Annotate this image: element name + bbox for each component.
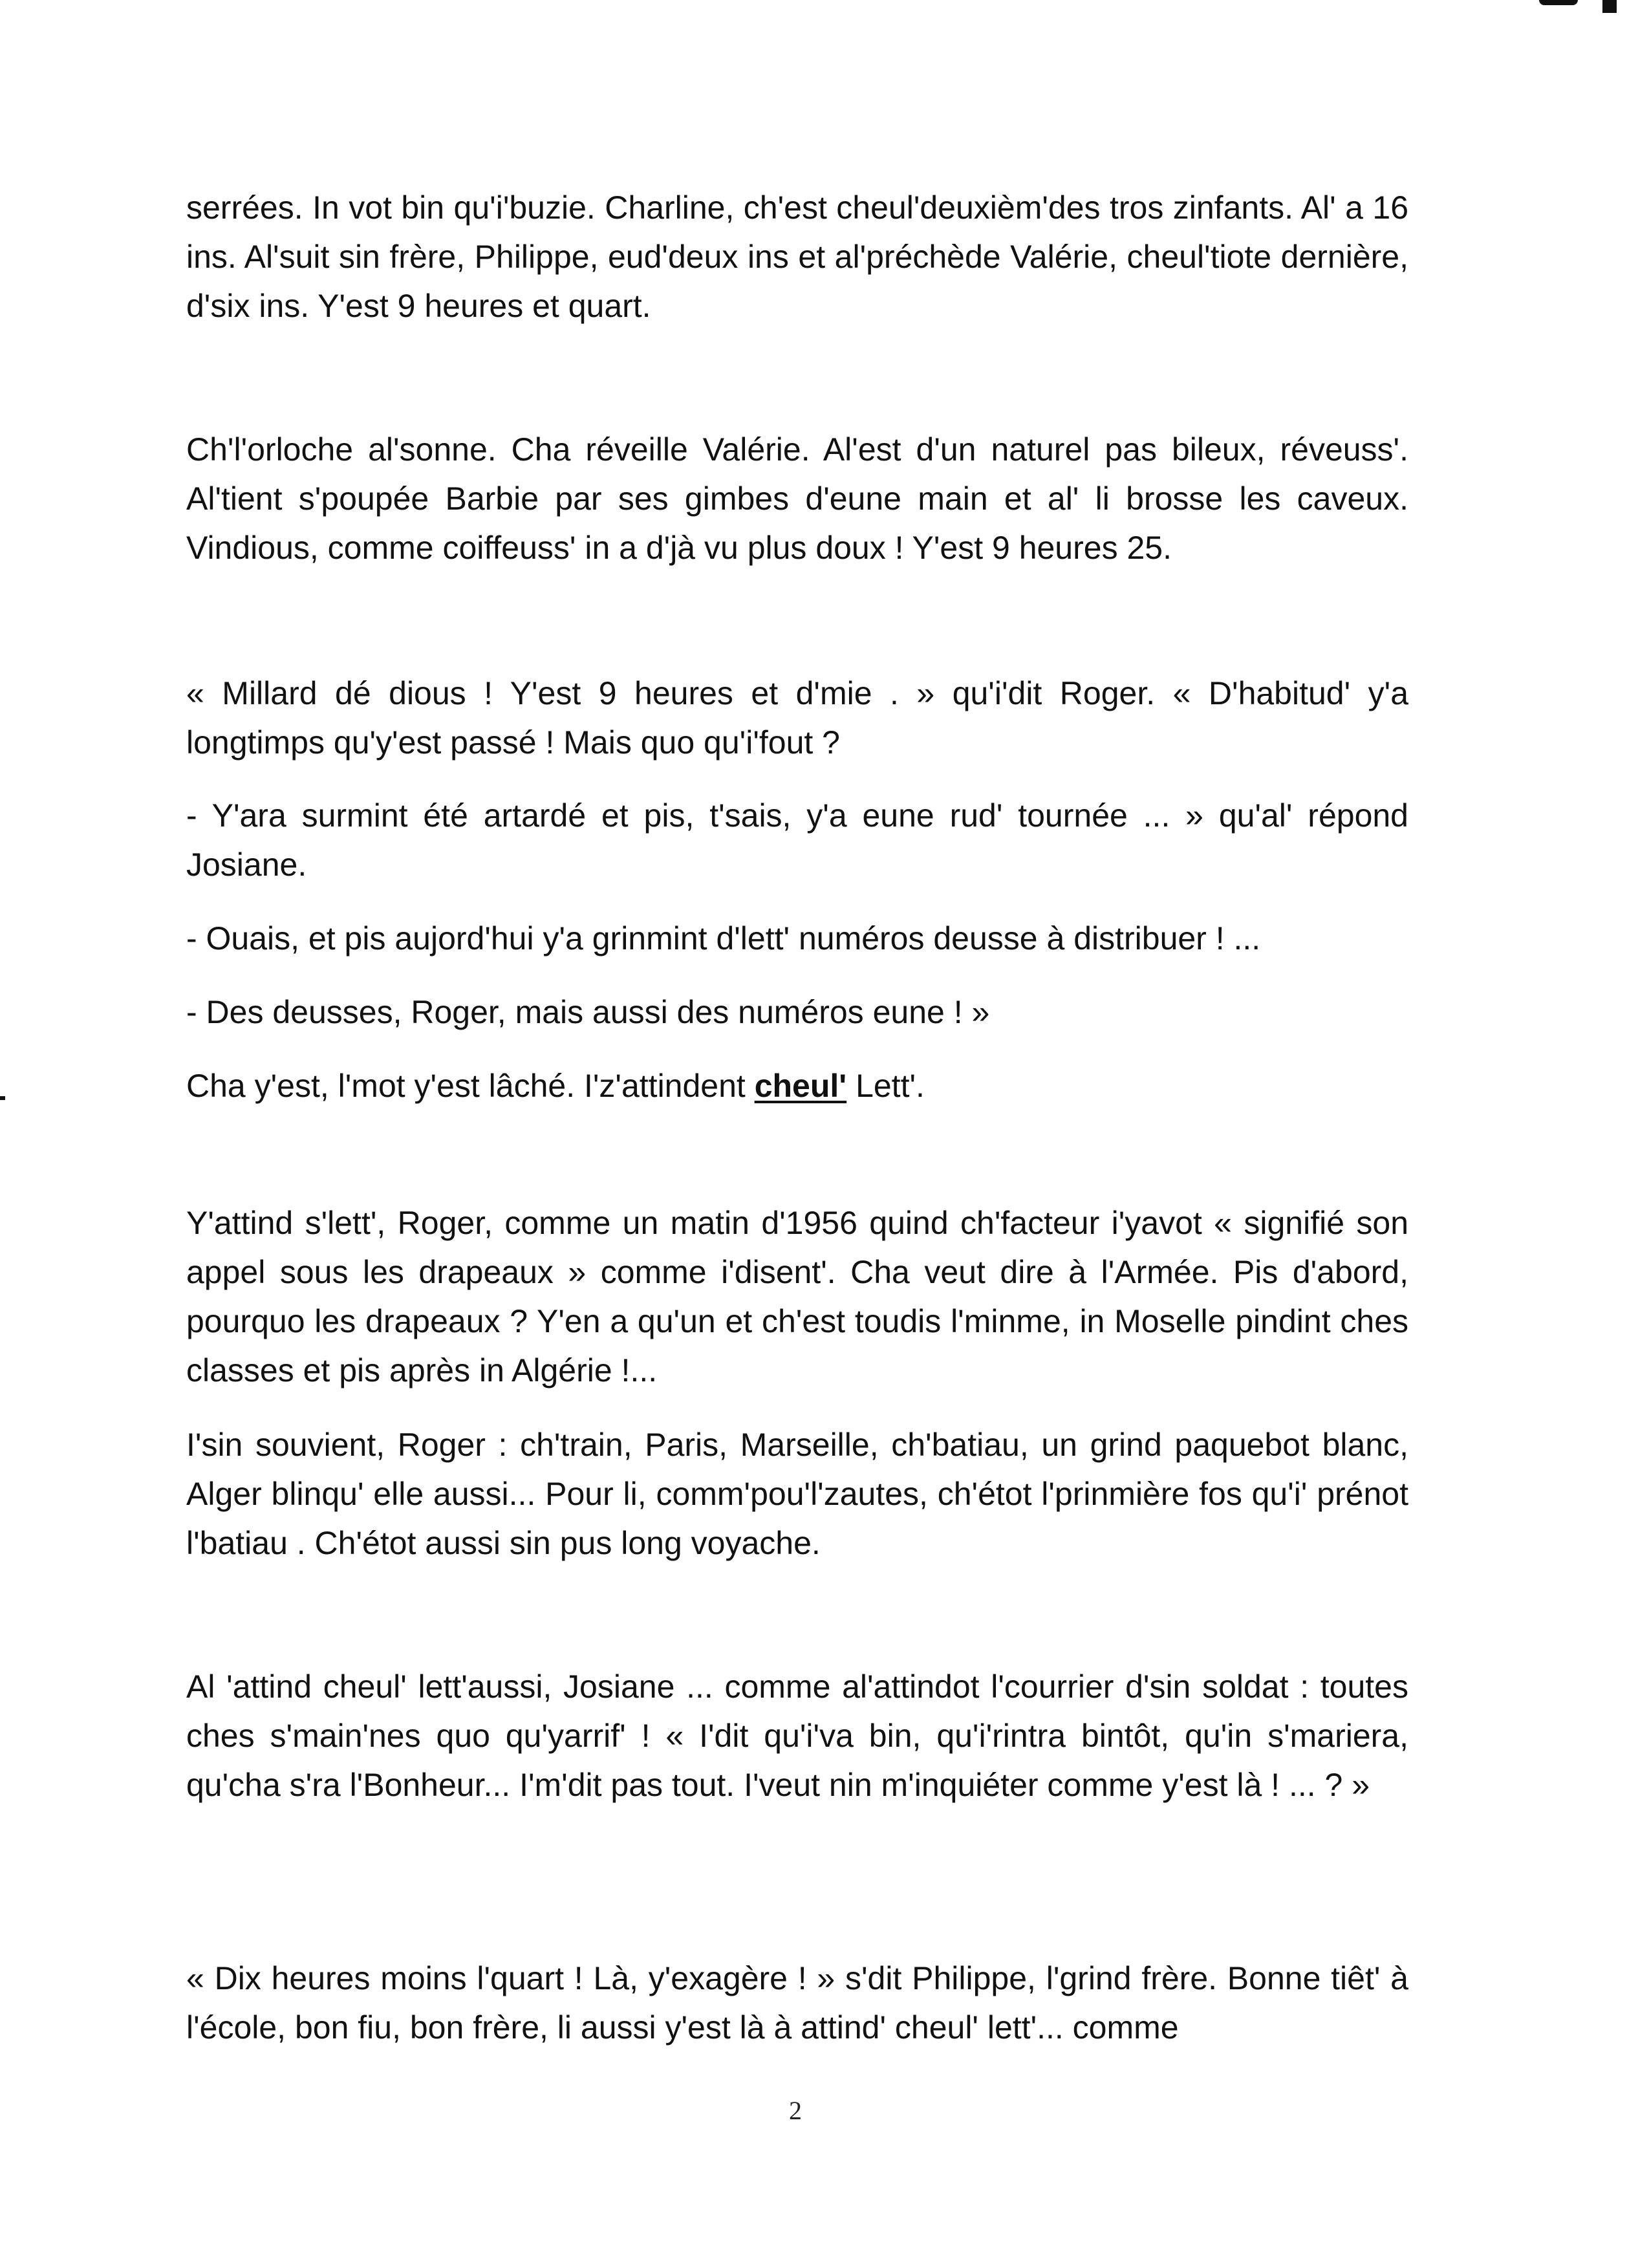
scan-mark-left [0,1096,5,1100]
special-line-emphasis: cheul' [754,1068,847,1104]
paragraph-7 [186,1061,1408,1110]
scan-mark-top-right-2 [1539,0,1578,5]
paragraph-3 [186,669,1408,767]
paragraph-text: - Des deusses, Roger, mais aussi des numéros eune ! » [186,994,990,1030]
paragraph-4 [186,791,1408,889]
paragraph-text: Al 'attind cheul' lett'aussi, Josiane ... comme al'attindot l'courrier d'sin soldat : toutes ches s'main'nes quo qu'yarrif' ! « I'dit qu'i'va bin, qu'i'rintra bintôt, qu'in s'mariera, qu'cha s'ra l'Bonheur... I'm'dit pas tout. I'veut nin m'inquiéter comme y'est là ! ... ? » [186,1669,1408,1803]
paragraph-text: Y'attind s'lett', Roger, comme un matin d'1956 quind ch'facteur i'yavot « signifié son appel sous les drapeaux » comme i'disent'. Cha veut dire à l'Armée. Pis d'abord, pourquo les drapeaux ? Y'en a qu'un et ch'est toudis l'minme, in Moselle pindint ches classes et pis après in Algérie !... [186,1205,1408,1388]
special-line-before: Cha y'est, l'mot y'est lâché. I'z'attindent [186,1068,755,1104]
paragraph-2 [186,425,1408,572]
paragraph-6 [186,988,1408,1037]
paragraph-text: - Y'ara surmint été artardé et pis, t'sais, y'a eune rud' tournée ... » qu'al' répond Josiane. [186,797,1408,883]
paragraph-10 [186,1662,1408,1809]
scan-mark-top-right [1602,0,1617,13]
paragraph-text: « Millard dé dious ! Y'est 9 heures et d'mie . » qu'i'dit Roger. « D'habitud' y'a longtimps qu'y'est passé ! Mais quo qu'i'fout ? [186,675,1408,761]
paragraph-text: « Dix heures moins l'quart ! Là, y'exagère ! » s'dit Philippe, l'grind frère. Bonne tiêt' à l'école, bon fiu, bon frère, li aussi y'est là à attind' cheul' lett'... comme [186,1960,1408,2046]
paragraph-text: - Ouais, et pis aujord'hui y'a grinmint d'lett' numéros deusse à distribuer ! ... [186,920,1261,956]
paragraph-11 [186,1954,1408,2052]
paragraph-text: serrées. In vot bin qu'i'buzie. Charline, ch'est cheul'deuxièm'des tros zinfants. Al' a 16 ins. Al'suit sin frère, Philippe, eud'deux ins et al'préchède Valérie, cheul'tiote dernière, d'six ins. Y'est 9 heures et quart. [186,189,1408,324]
page-number: 2 [789,2096,802,2125]
paragraph-8 [186,1198,1408,1395]
paragraph-text [186,1061,1408,1110]
paragraph-1 [186,183,1408,330]
paragraph-5 [186,914,1408,963]
paragraph-text: I'sin souvient, Roger : ch'train, Paris, Marseille, ch'batiau, un grind paquebot blanc, Alger blinqu' elle aussi... Pour li, comm'pou'l'zautes, ch'étot l'prinmière fos qu'i' prénot l'batiau . Ch'étot aussi sin pus long voyache. [186,1427,1408,1561]
paragraph-9 [186,1420,1408,1568]
special-line-after: Lett'. [846,1068,925,1104]
paragraph-text: Ch'l'orloche al'sonne. Cha réveille Valérie. Al'est d'un naturel pas bileux, réveuss'. Al'tient s'poupée Barbie par ses gimbes d'eune main et al' li brosse les caveux. Vindious, comme coiffeuss' in a d'jà vu plus doux ! Y'est 9 heures 25. [186,431,1408,566]
